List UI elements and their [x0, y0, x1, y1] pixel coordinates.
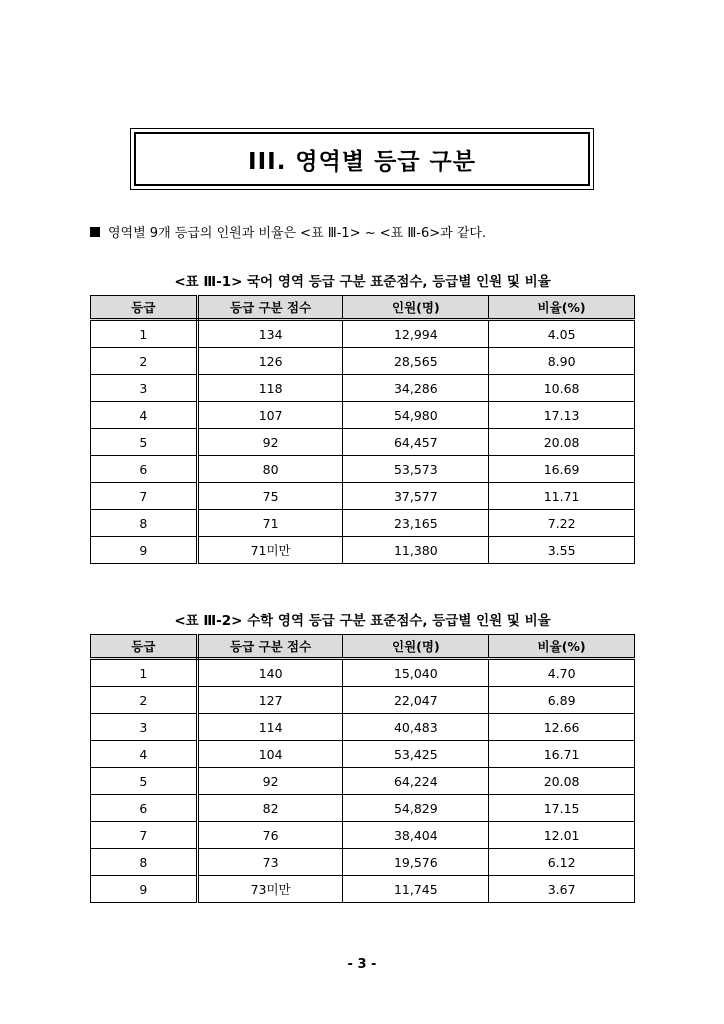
header-ratio: 비율(%) — [489, 296, 635, 320]
table-row — [91, 348, 635, 375]
table-row — [91, 822, 635, 849]
cell-cutoff-score: 80 — [197, 456, 343, 483]
table-row — [91, 876, 635, 903]
cell-ratio: 20.08 — [489, 768, 635, 795]
header-grade: 등급 — [91, 296, 198, 320]
cell-cutoff-score: 82 — [197, 795, 343, 822]
table-1-caption: <표 Ⅲ-1> 국어 영역 등급 구분 표준점수, 등급별 인원 및 비율 — [174, 274, 551, 290]
table-row — [91, 849, 635, 876]
cell-grade: 8 — [91, 849, 198, 876]
cell-grade: 6 — [91, 456, 198, 483]
cell-grade: 9 — [91, 876, 198, 903]
cell-cutoff-score: 118 — [197, 375, 343, 402]
header-count: 인원(명) — [343, 296, 489, 320]
cell-ratio: 6.89 — [489, 687, 635, 714]
cell-count: 38,404 — [343, 822, 489, 849]
cell-ratio: 3.55 — [489, 537, 635, 564]
cell-grade: 8 — [91, 510, 198, 537]
table-row — [91, 402, 635, 429]
cell-count: 12,994 — [343, 320, 489, 348]
table-header-row — [91, 296, 635, 320]
cell-cutoff-score: 73미만 — [197, 876, 343, 903]
header-ratio: 비율(%) — [489, 635, 635, 659]
cell-count: 28,565 — [343, 348, 489, 375]
table-header-row — [91, 635, 635, 659]
intro-text: 영역별 9개 등급의 인원과 비율은 <표 Ⅲ-1> ~ <표 Ⅲ-6>과 같다. — [108, 226, 487, 241]
table-row — [91, 456, 635, 483]
cell-cutoff-score: 92 — [197, 768, 343, 795]
cell-ratio: 17.13 — [489, 402, 635, 429]
cell-count: 11,745 — [343, 876, 489, 903]
cell-grade: 2 — [91, 687, 198, 714]
cell-ratio: 10.68 — [489, 375, 635, 402]
table-row — [91, 537, 635, 564]
cell-grade: 9 — [91, 537, 198, 564]
table-2-caption: <표 Ⅲ-2> 수학 영역 등급 구분 표준점수, 등급별 인원 및 비율 — [174, 613, 551, 629]
cell-ratio: 8.90 — [489, 348, 635, 375]
cell-count: 11,380 — [343, 537, 489, 564]
cell-grade: 5 — [91, 768, 198, 795]
cell-count: 15,040 — [343, 659, 489, 687]
cell-cutoff-score: 126 — [197, 348, 343, 375]
cell-count: 23,165 — [343, 510, 489, 537]
korean-grade-table — [90, 295, 635, 564]
cell-count: 64,224 — [343, 768, 489, 795]
cell-cutoff-score: 107 — [197, 402, 343, 429]
cell-grade: 3 — [91, 375, 198, 402]
cell-count: 37,577 — [343, 483, 489, 510]
cell-grade: 2 — [91, 348, 198, 375]
cell-ratio: 12.01 — [489, 822, 635, 849]
cell-count: 22,047 — [343, 687, 489, 714]
cell-cutoff-score: 92 — [197, 429, 343, 456]
cell-count: 54,829 — [343, 795, 489, 822]
cell-cutoff-score: 114 — [197, 714, 343, 741]
cell-ratio: 11.71 — [489, 483, 635, 510]
cell-cutoff-score: 104 — [197, 741, 343, 768]
table-row — [91, 510, 635, 537]
cell-ratio: 16.69 — [489, 456, 635, 483]
cell-cutoff-score: 76 — [197, 822, 343, 849]
table-row — [91, 483, 635, 510]
page-number: - 3 - — [347, 957, 377, 972]
cell-cutoff-score: 127 — [197, 687, 343, 714]
cell-grade: 6 — [91, 795, 198, 822]
table-row — [91, 687, 635, 714]
cell-ratio: 3.67 — [489, 876, 635, 903]
header-cutoff-score: 등급 구분 점수 — [197, 296, 343, 320]
table-row — [91, 795, 635, 822]
cell-count: 54,980 — [343, 402, 489, 429]
table-row — [91, 741, 635, 768]
cell-ratio: 12.66 — [489, 714, 635, 741]
cell-cutoff-score: 71 — [197, 510, 343, 537]
square-bullet-icon — [90, 227, 100, 237]
cell-ratio: 6.12 — [489, 849, 635, 876]
table-row — [91, 768, 635, 795]
cell-count: 53,425 — [343, 741, 489, 768]
cell-cutoff-score: 134 — [197, 320, 343, 348]
table-row — [91, 714, 635, 741]
cell-grade: 7 — [91, 822, 198, 849]
cell-cutoff-score: 140 — [197, 659, 343, 687]
cell-ratio: 20.08 — [489, 429, 635, 456]
cell-ratio: 4.70 — [489, 659, 635, 687]
cell-grade: 1 — [91, 659, 198, 687]
intro-paragraph — [90, 222, 486, 241]
cell-ratio: 7.22 — [489, 510, 635, 537]
header-count: 인원(명) — [343, 635, 489, 659]
cell-grade: 4 — [91, 402, 198, 429]
cell-cutoff-score: 71미만 — [197, 537, 343, 564]
cell-cutoff-score: 73 — [197, 849, 343, 876]
table-row — [91, 659, 635, 687]
header-cutoff-score: 등급 구분 점수 — [197, 635, 343, 659]
cell-count: 53,573 — [343, 456, 489, 483]
cell-count: 34,286 — [343, 375, 489, 402]
cell-grade: 7 — [91, 483, 198, 510]
cell-count: 19,576 — [343, 849, 489, 876]
table-row — [91, 320, 635, 348]
cell-grade: 1 — [91, 320, 198, 348]
cell-cutoff-score: 75 — [197, 483, 343, 510]
cell-grade: 4 — [91, 741, 198, 768]
table-row — [91, 375, 635, 402]
cell-ratio: 16.71 — [489, 741, 635, 768]
cell-grade: 3 — [91, 714, 198, 741]
cell-ratio: 17.15 — [489, 795, 635, 822]
table-row — [91, 429, 635, 456]
cell-grade: 5 — [91, 429, 198, 456]
cell-ratio: 4.05 — [489, 320, 635, 348]
cell-count: 40,483 — [343, 714, 489, 741]
section-title: III. 영역별 등급 구분 — [134, 132, 590, 186]
cell-count: 64,457 — [343, 429, 489, 456]
math-grade-table — [90, 634, 635, 903]
section-title-box — [130, 128, 594, 190]
header-grade: 등급 — [91, 635, 198, 659]
